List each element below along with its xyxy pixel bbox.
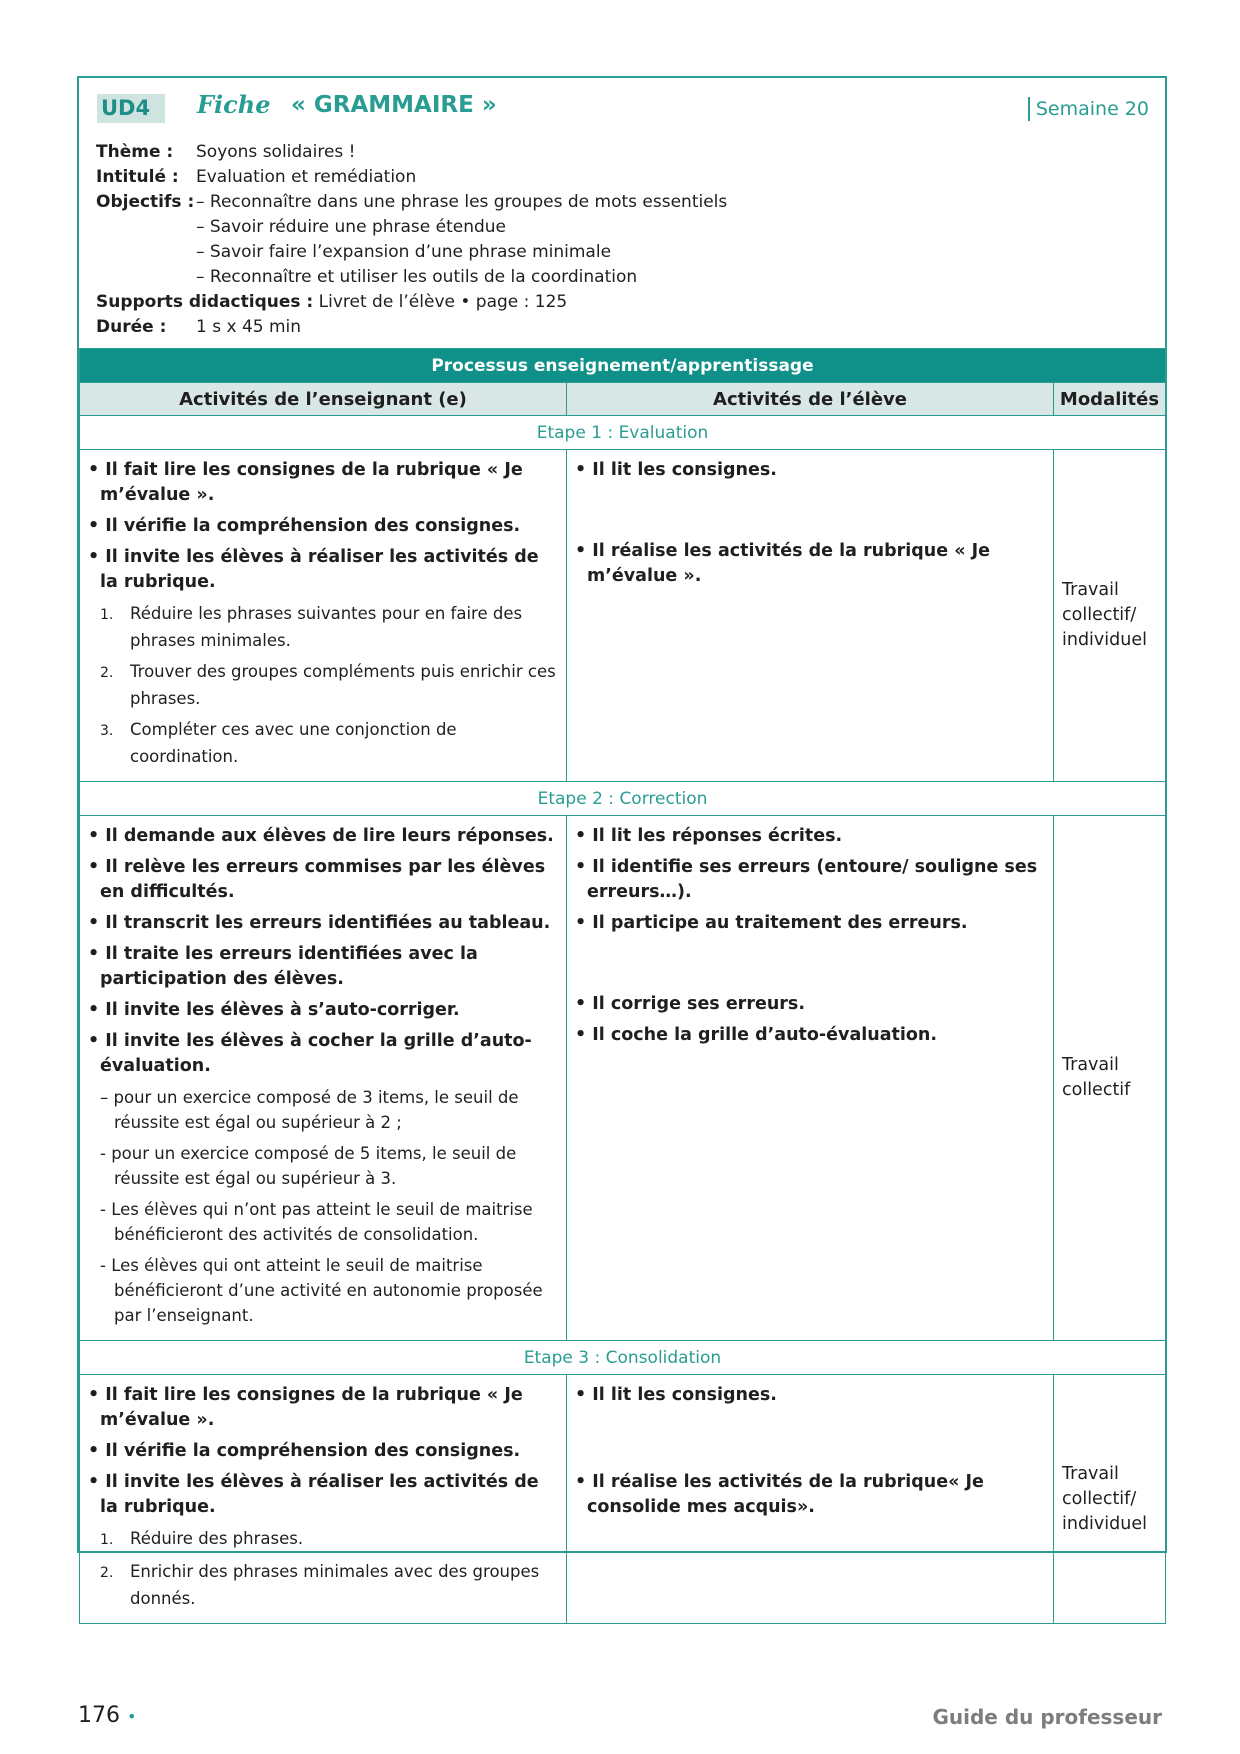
dash-item: – pour un exercice composé de 3 items, le seuil de réussite est égal ou supérieur à 2 ; — [100, 1088, 519, 1132]
student-activity: • Il lit les réponses écrites. — [575, 826, 843, 846]
etape-1-title: Etape 1 : Evaluation — [80, 416, 1166, 450]
process-table — [79, 348, 1166, 1624]
sheet-header — [79, 78, 1165, 348]
objectif-item: – Savoir réduire une phrase étendue — [196, 217, 507, 237]
etape-2-student-cell — [567, 816, 1054, 1341]
etape-2-title: Etape 2 : Correction — [80, 782, 1166, 816]
intitule-label: Intitulé : — [96, 167, 179, 187]
dash-item: - Les élèves qui ont atteint le seuil de maitrise bénéficieront d’une activité en autonomie proposée par l’enseignant. — [100, 1256, 543, 1325]
footer-bullet: • — [127, 1707, 137, 1726]
etape-2-teacher-cell — [80, 816, 567, 1341]
student-activity: • Il participe au traitement des erreurs. — [575, 913, 968, 933]
footer-title: Guide du professeur — [932, 1705, 1162, 1729]
numbered-item: 1. Réduire les phrases suivantes pour en faire des phrases minimales. — [100, 604, 523, 650]
theme-label: Thème : — [96, 142, 174, 162]
teacher-activity: • Il traite les erreurs identifiées avec la participation des élèves. — [88, 944, 478, 989]
unit-badge: UD4 — [97, 94, 165, 123]
objectif-item: – Reconnaître et utiliser les outils de la coordination — [196, 267, 638, 287]
teacher-activity: • Il invite les élèves à s’auto-corriger. — [88, 1000, 460, 1020]
teacher-activity: • Il fait lire les consignes de la rubrique « Je m’évalue ». — [88, 460, 523, 505]
fiche-title: « GRAMMAIRE » — [291, 92, 497, 118]
supports-value: Livret de l’élève • page : 125 — [318, 292, 568, 312]
etape-3-teacher-cell — [80, 1375, 567, 1624]
teacher-activity: • Il invite les élèves à réaliser les activités de la rubrique. — [88, 1472, 539, 1517]
etape-1-teacher-cell — [80, 450, 567, 782]
col-header-modalites: Modalités — [1054, 383, 1166, 416]
numbered-item: 3. Compléter ces avec une conjonction de coordination. — [100, 720, 457, 766]
dash-item: - pour un exercice composé de 5 items, le seuil de réussite est égal ou supérieur à 3. — [100, 1144, 517, 1188]
col-header-teacher: Activités de l’enseignant (e) — [80, 383, 567, 416]
numbered-item: 2. Enrichir des phrases minimales avec des groupes donnés. — [100, 1562, 540, 1608]
teacher-activity: • Il relève les erreurs commises par les élèves en difficultés. — [88, 857, 546, 902]
objectif-item: – Savoir faire l’expansion d’une phrase minimale — [196, 242, 612, 262]
page-number: 176 • — [78, 1703, 137, 1728]
teacher-activity: • Il vérifie la compréhension des consignes. — [88, 516, 521, 536]
teacher-activity: • Il fait lire les consignes de la rubrique « Je m’évalue ». — [88, 1385, 523, 1430]
duree-value: 1 s x 45 min — [196, 317, 302, 337]
student-activity: • Il réalise les activités de la rubrique « Je m’évalue ». — [575, 541, 990, 586]
fiche-word: Fiche — [197, 90, 271, 119]
numbered-item: 1. Réduire des phrases. — [100, 1529, 304, 1548]
col-header-student: Activités de l’élève — [567, 383, 1054, 416]
lesson-meta — [96, 140, 1146, 340]
etape-1-student-cell — [567, 450, 1054, 782]
etape-3-modalite: Travail collectif/ individuel — [1054, 1375, 1166, 1624]
student-activity: • Il lit les consignes. — [575, 460, 777, 480]
teacher-activity: • Il invite les élèves à cocher la grille d’auto-évaluation. — [88, 1031, 532, 1076]
intitule-value: Evaluation et remédiation — [196, 167, 417, 187]
etape-3-title: Etape 3 : Consolidation — [80, 1341, 1166, 1375]
week-label: Semaine 20 — [1028, 97, 1149, 121]
theme-value: Soyons solidaires ! — [196, 142, 356, 162]
teacher-activity: • Il invite les élèves à réaliser les activités de la rubrique. — [88, 547, 539, 592]
etape-3-student-cell — [567, 1375, 1054, 1624]
teacher-activity: • Il vérifie la compréhension des consignes. — [88, 1441, 521, 1461]
student-activity: • Il identifie ses erreurs (entoure/ souligne ses erreurs…). — [575, 857, 1038, 902]
etape-1-modalite: Travail collectif/ individuel — [1054, 450, 1166, 782]
etape-2-modalite: Travail collectif — [1054, 816, 1166, 1341]
teacher-activity: • Il demande aux élèves de lire leurs réponses. — [88, 826, 554, 846]
lesson-sheet — [77, 76, 1167, 1608]
process-title: Processus enseignement/apprentissage — [80, 349, 1166, 383]
objectif-item: – Reconnaître dans une phrase les groupes de mots essentiels — [196, 192, 728, 212]
student-activity: • Il réalise les activités de la rubrique« Je consolide mes acquis». — [575, 1472, 984, 1517]
student-activity: • Il corrige ses erreurs. — [575, 994, 805, 1014]
dash-item: - Les élèves qui n’ont pas atteint le seuil de maitrise bénéficieront des activités de consolidation. — [100, 1200, 533, 1244]
student-activity: • Il lit les consignes. — [575, 1385, 777, 1405]
numbered-item: 2. Trouver des groupes compléments puis enrichir ces phrases. — [100, 662, 556, 708]
teacher-activity: • Il transcrit les erreurs identifiées au tableau. — [88, 913, 551, 933]
objectifs-label: Objectifs : — [96, 192, 195, 212]
student-activity: • Il coche la grille d’auto-évaluation. — [575, 1025, 938, 1045]
duree-label: Durée : — [96, 317, 167, 337]
supports-label: Supports didactiques : — [96, 292, 314, 312]
